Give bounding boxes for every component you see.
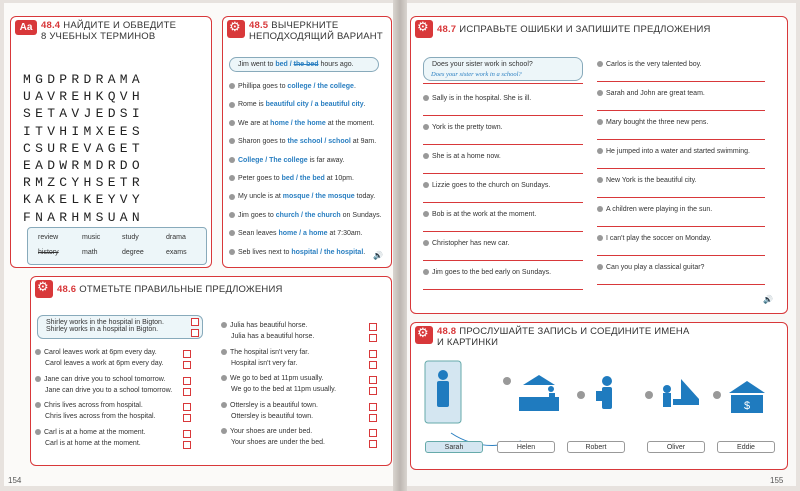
sentence-text: Ottersley is a beautiful town. [230, 401, 318, 409]
choice-item [229, 175, 354, 182]
sentence-to-correct [423, 153, 501, 160]
bullet-icon [35, 402, 41, 408]
sentence-text: We go to the bed at 11pm usually. [231, 386, 337, 393]
sentence-text: Your shoes are under the bed. [231, 439, 325, 446]
sentence-to-correct [423, 124, 503, 131]
bullet-icon [423, 95, 429, 101]
bullet-icon [35, 429, 41, 435]
bullet-icon [423, 124, 429, 130]
choice-options[interactable]: mosque / the mosque [282, 193, 355, 201]
sentence-text: Chris lives across from hospital. [44, 402, 143, 409]
sentence-text: Sarah and John are great team. [606, 90, 705, 97]
word-bank-item: history [38, 249, 59, 256]
sentence-text: Carlos is the very talented boy. [606, 61, 702, 68]
word-bank-item: drama [166, 234, 186, 241]
choice-post: at the moment. [325, 119, 375, 127]
word-search-grid [23, 71, 144, 226]
sentence-text: Mary bought the three new pens. [606, 119, 709, 126]
bullet-icon [423, 240, 429, 246]
checkbox[interactable] [191, 318, 199, 326]
checkbox[interactable] [369, 440, 377, 448]
gear-icon [415, 20, 433, 38]
sentence-option [231, 439, 325, 446]
exercise-number: 48.7 [437, 24, 457, 35]
gear-icon [35, 280, 53, 298]
sentence-text: Chris lives across from the hospital. [45, 413, 156, 420]
sentence-option [45, 402, 143, 409]
checkbox[interactable] [183, 377, 191, 385]
choice-item [229, 193, 375, 200]
title-line2: И КАРТИНКИ [437, 337, 499, 348]
sentence-text: Bob is at the work at the moment. [432, 211, 537, 218]
answer-line[interactable] [423, 144, 583, 145]
sentence-option [231, 333, 314, 340]
sentence-to-correct [597, 206, 712, 213]
choice-options[interactable]: College / The college [238, 156, 308, 164]
word-bank-item: degree [122, 249, 144, 256]
bullet-icon [597, 177, 603, 183]
gear-icon [227, 20, 245, 38]
choice-options[interactable]: church / the church [275, 211, 341, 219]
choice-pre: Sean leaves [238, 230, 279, 238]
bullet-icon [229, 120, 235, 126]
sentence-text: Hospital isn't very far. [231, 359, 298, 367]
example-sentence-1: Shirley works in the hospital in Bigton. [46, 319, 164, 326]
choice-post: at 9am. [350, 138, 377, 146]
sentence-to-correct [597, 177, 697, 184]
exercise-48-7 [410, 16, 788, 314]
checkbox[interactable] [369, 403, 377, 411]
choice-post: . [353, 83, 356, 90]
page-number-right: 155 [770, 476, 784, 485]
sentence-text: The hospital isn't very far. [230, 348, 310, 356]
name-box[interactable]: Oliver [647, 441, 705, 453]
choice-pre: Sharon goes to [238, 138, 288, 146]
sentence-option [231, 360, 297, 367]
sentence-option [45, 376, 165, 383]
word-bank-item: math [82, 249, 98, 256]
exercise-number: 48.6 [57, 284, 77, 295]
answer-line[interactable] [597, 110, 765, 111]
choice-item [229, 138, 376, 145]
bullet-icon [423, 269, 429, 275]
choice-post: at 7:30am. [327, 230, 363, 238]
bullet-icon [597, 90, 603, 96]
example-sentence [229, 57, 379, 72]
sentence-to-correct [597, 148, 750, 155]
bullet-icon [597, 148, 603, 154]
sentence-text: I can't play the soccer on Monday. [606, 235, 712, 242]
checkbox[interactable] [369, 376, 377, 384]
sentence-text: Sally is in the hospital. She is ill. [432, 95, 532, 102]
choice-pre: Seb lives next to [238, 248, 292, 256]
sentence-option [45, 360, 164, 367]
answer-line[interactable] [597, 255, 765, 256]
sentence-option [231, 402, 318, 409]
sentence-text: Jane can drive you to school tomorrow. [44, 375, 166, 383]
traveler-icon [602, 376, 612, 386]
name-box[interactable]: Eddie [717, 441, 775, 453]
sentence-text: We go to bed at 11pm usually. [230, 375, 324, 382]
sentence-text: Jane can drive you to a school tomorrow. [45, 386, 173, 394]
sentence-text: Carl is at a home at the moment. [44, 428, 146, 436]
choice-item [229, 157, 344, 164]
sentence-option [45, 413, 155, 420]
answer-line[interactable] [423, 202, 583, 203]
answer-line[interactable] [423, 115, 583, 116]
bullet-icon [35, 376, 41, 382]
sentence-text: New York is the beautiful city. [606, 177, 697, 184]
grid-row: SETAVJEDSI [23, 106, 145, 122]
choice-pre: My uncle is at [238, 193, 283, 201]
sentence-text: Your shoes are under bed. [230, 428, 313, 435]
checkbox[interactable] [183, 430, 191, 438]
choice-options[interactable]: the school / school [287, 138, 351, 146]
choice-post: today. [354, 193, 376, 201]
dollar-icon: $ [743, 400, 751, 412]
checkbox[interactable] [183, 414, 191, 422]
checkbox[interactable] [369, 387, 377, 395]
sentence-option [45, 429, 146, 436]
grid-row: EADWRMDRDO [23, 158, 145, 174]
grid-row: UAVREHKQVH [23, 89, 145, 105]
bullet-icon [229, 83, 235, 89]
bullet-icon [597, 206, 603, 212]
sentence-option [231, 349, 309, 356]
aa-icon: Aa [15, 20, 37, 35]
choice-post: . [363, 101, 366, 109]
exercise-number: 48.8 [437, 326, 457, 337]
choice-pre: Peter goes to [238, 175, 282, 182]
sentence-option [231, 413, 313, 420]
sentence-text: Julia has a beautiful horse. [231, 333, 315, 340]
sentence-option [45, 387, 172, 394]
sentence-text: Lizzie goes to the church on Sundays. [432, 182, 551, 189]
answer-line[interactable] [423, 231, 583, 232]
answer-line[interactable] [597, 139, 765, 140]
bullet-icon [229, 102, 235, 108]
name-box[interactable]: Helen [497, 441, 555, 453]
bullet-icon [221, 428, 227, 434]
answer-line[interactable] [597, 81, 765, 82]
grid-row: KAKELKEYVY [23, 192, 145, 208]
checkbox[interactable] [369, 334, 377, 342]
sentence-to-correct [597, 264, 704, 271]
choice-item [229, 101, 366, 108]
title-line1: НАЙДИТЕ И ОБВЕДИТЕ [63, 20, 177, 31]
grid-row: MGDPRDRAMA [23, 72, 145, 87]
sentence-text: Ottersley is beautiful town. [231, 412, 314, 420]
choice-pre: We are at [238, 119, 271, 127]
speaker-icon[interactable]: 🔊 [373, 251, 383, 260]
exercise-48-5 [222, 16, 392, 268]
checkbox[interactable] [183, 403, 191, 411]
title: ОТМЕТЬТЕ ПРАВИЛЬНЫЕ ПРЕДЛОЖЕНИЯ [79, 284, 283, 295]
answer-line[interactable] [597, 226, 765, 227]
choice-options[interactable]: home / the home [270, 119, 326, 127]
checkbox[interactable] [191, 329, 199, 337]
example-sentence-2: Shirley works in a hospital in Bigton. [46, 326, 159, 333]
checkbox[interactable] [183, 388, 191, 396]
sentence-text: Jim goes to the bed early on Sundays. [432, 269, 552, 276]
checkbox[interactable] [183, 441, 191, 449]
title-line2: 8 УЧЕБНЫХ ТЕРМИНОВ [41, 31, 156, 42]
example-keep: bed / [275, 61, 294, 68]
bullet-icon [221, 349, 227, 355]
name-box[interactable]: Sarah [425, 441, 483, 453]
example-answer: Does your sister work in a school? [431, 71, 522, 78]
choice-pre: Phillipa goes to [238, 83, 288, 90]
checkbox[interactable] [183, 350, 191, 358]
sentence-to-correct [597, 61, 702, 68]
sentence-option [231, 386, 336, 393]
bullet-icon [597, 264, 603, 270]
sentence-text: She is at a home now. [432, 153, 501, 160]
sentence-text: York is the pretty town. [432, 124, 503, 131]
piano-icon [673, 379, 699, 405]
exercise-48-8 [410, 322, 788, 470]
choice-post: on Sundays. [340, 211, 382, 219]
word-bank-item: review [38, 234, 59, 241]
bullet-icon [221, 402, 227, 408]
answer-line[interactable] [423, 260, 583, 261]
choice-options[interactable]: bed / the bed [281, 175, 325, 182]
answer-line[interactable] [597, 284, 765, 285]
title: ИСПРАВЬТЕ ОШИБКИ И ЗАПИШИТЕ ПРЕДЛОЖЕНИЯ [459, 24, 711, 35]
bullet-icon [597, 61, 603, 67]
choice-pre: Jim goes to [238, 211, 276, 219]
checkbox[interactable] [369, 429, 377, 437]
word-bank-item: exams [166, 249, 187, 256]
example-pair [37, 315, 203, 339]
sentence-option [231, 428, 312, 435]
sentence-to-correct [597, 119, 708, 126]
choice-options[interactable]: beautiful city / a beautiful city [265, 101, 364, 109]
choice-options[interactable]: home / a home [278, 230, 328, 238]
title-line1: ВЫЧЕРКНИТЕ [271, 20, 339, 31]
bullet-icon [229, 175, 235, 181]
nurse-icon [438, 370, 448, 380]
book-spine [393, 0, 407, 491]
sentence-text: He jumped into a water and started swimming. [606, 148, 750, 155]
choice-post: at 10pm. [324, 175, 354, 182]
choice-item [229, 212, 382, 219]
choice-options[interactable]: hospital / the hospital [291, 248, 364, 256]
bullet-icon [229, 212, 235, 218]
name-box[interactable]: Robert [567, 441, 625, 453]
sentence-to-correct [423, 269, 551, 276]
choice-options[interactable]: college / the college [287, 83, 354, 90]
checkbox[interactable] [369, 323, 377, 331]
sentence-option [45, 440, 141, 447]
answer-line[interactable] [597, 168, 765, 169]
sentence-option [45, 349, 157, 356]
bullet-icon [221, 322, 227, 328]
sentence-text: Can you play a classical guitar? [606, 264, 705, 271]
word-bank-item: music [82, 234, 101, 241]
title-line2: НЕПОДХОДЯЩИЙ ВАРИАНТ [249, 31, 383, 42]
word-bank-item: study [122, 234, 139, 241]
bullet-icon [423, 182, 429, 188]
bullet-icon [597, 235, 603, 241]
example-sentence: Does your sister work in school? [432, 61, 533, 68]
bullet-icon [229, 157, 235, 163]
grid-row: RMZCYHSETR [23, 175, 145, 191]
sentence-text: A children were playing in the sun. [606, 206, 713, 213]
sentence-to-correct [423, 211, 536, 218]
choice-pre: Rome is [238, 101, 266, 109]
bullet-icon [423, 153, 429, 159]
sentence-option [231, 322, 307, 329]
exercise-48-6 [30, 276, 392, 466]
sentence-text: Carl is at home at the moment. [45, 439, 141, 447]
sentence-text: Julia has beautiful horse. [230, 322, 308, 329]
choice-item [229, 120, 374, 127]
bullet-icon [221, 375, 227, 381]
bullet-icon [229, 138, 235, 144]
example-pre: Jim went to [238, 61, 276, 68]
choice-post: . [363, 248, 366, 256]
bullet-icon [35, 349, 41, 355]
word-bank [27, 227, 207, 265]
sentence-to-correct [423, 182, 550, 189]
exercise-number: 48.4 [41, 20, 61, 31]
sentence-to-correct [423, 240, 509, 247]
choice-item [229, 249, 365, 256]
exercise-number: 48.5 [249, 20, 269, 31]
grid-row: CSUREVAGET [23, 140, 145, 156]
answer-line[interactable] [423, 83, 583, 84]
sentence-to-correct [423, 95, 531, 102]
sentence-text: Carol leaves a work at 6pm every day. [45, 360, 164, 367]
checkbox[interactable] [369, 414, 377, 422]
bullet-icon [229, 230, 235, 236]
answer-line[interactable] [423, 173, 583, 174]
bullet-icon [423, 211, 429, 217]
sentence-to-correct [597, 90, 705, 97]
bullet-icon [597, 119, 603, 125]
sentence-text: Christopher has new car. [432, 240, 510, 247]
exercise-48-4 [10, 16, 212, 268]
grid-row: FNARHMSUAN [23, 209, 145, 225]
speaker-icon[interactable]: 🔊 [763, 295, 773, 304]
sentence-text: Carol leaves work at 6pm every day. [44, 349, 157, 356]
bullet-icon [229, 194, 235, 200]
checkbox[interactable] [369, 350, 377, 358]
sentence-to-correct [597, 235, 712, 242]
sentence-option [231, 375, 323, 382]
choice-item [229, 83, 356, 90]
checkbox[interactable] [183, 361, 191, 369]
choice-item [229, 230, 363, 237]
grid-row: ITVHIMXEES [23, 123, 145, 139]
example-struck: the bed [293, 61, 319, 68]
title-line1: ПРОСЛУШАЙТЕ ЗАПИСЬ И СОЕДИНИТЕ ИМЕНА [459, 326, 690, 337]
example-post: hours ago. [318, 61, 354, 68]
checkbox[interactable] [369, 361, 377, 369]
answer-line[interactable] [423, 289, 583, 290]
choice-post: is far away. [307, 156, 345, 164]
answer-line[interactable] [597, 197, 765, 198]
bullet-icon [229, 249, 235, 255]
page-number-left: 154 [8, 476, 22, 485]
